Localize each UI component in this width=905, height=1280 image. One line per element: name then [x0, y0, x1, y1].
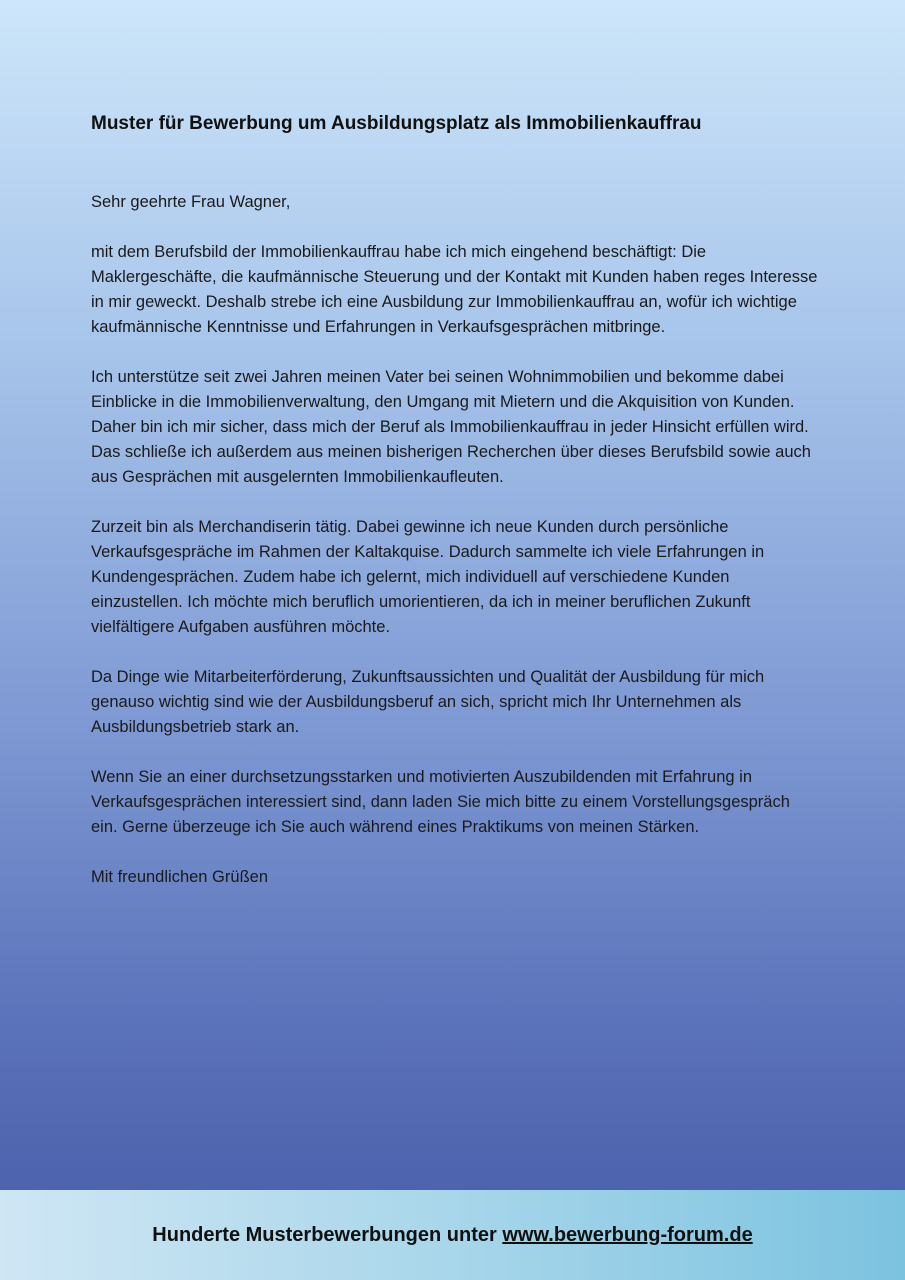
footer-website-link[interactable]: www.bewerbung-forum.de — [502, 1223, 753, 1246]
footer-banner — [0, 1190, 905, 1280]
paragraph-4: Da Dinge wie Mitarbeiterförderung, Zukunftsaussichten und Qualität der Ausbildung für mich genauso wichtig sind wie der Ausbildungsberuf an sich, spricht mich Ihr Unternehmen als Ausbildungsbetrieb stark an. — [91, 668, 765, 736]
paragraph-3: Zurzeit bin als Merchandiserin tätig. Dabei gewinne ich neue Kunden durch persönliche Verkaufsgespräche im Rahmen der Kaltakquise. Dadurch sammelte ich viele Erfahrungen in Kundengesprächen. Zudem habe ich gelernt, mich individuell auf verschiedene Kunden einzustellen. Ich möchte mich beruflich umorientieren, da ich in meiner beruflichen Zukunft vielfältigere Aufgaben ausführen möchte. — [91, 518, 765, 636]
paragraph-5: Wenn Sie an einer durchsetzungsstarken und motivierten Auszubildenden mit Erfahrung in Verkaufsgesprächen interessiert sind, dann laden Sie mich bitte zu einem Vorstellungsgespräch ein. Gerne überzeuge ich Sie auch während eines Praktikums von meinen Stärken. — [91, 768, 790, 836]
footer-prefix: Hunderte Musterbewerbungen unter — [152, 1223, 503, 1246]
document-title: Muster für Bewerbung um Ausbildungsplatz als Immobilienkauffrau — [91, 113, 702, 134]
paragraph-2: Ich unterstütze seit zwei Jahren meinen Vater bei seinen Wohnimmobilien und bekomme dabei Einblicke in die Immobilienverwaltung, den Umgang mit Mietern und die Akquisition von Kunden. Daher bin ich mir sicher, dass mich der Beruf als Immobilienkauffrau in jeder Hinsicht erfüllen wird. Das schließe ich außerdem aus meinen bisherigen Recherchen über dieses Berufsbild sowie auch aus Gesprächen mit ausgelernten Immobilienkaufleuten. — [91, 368, 811, 486]
closing: Mit freundlichen Grüßen — [91, 868, 268, 886]
letter-content — [91, 110, 821, 890]
footer-text — [152, 1224, 752, 1247]
salutation: Sehr geehrte Frau Wagner, — [91, 193, 291, 211]
paragraph-1: mit dem Berufsbild der Immobilienkauffrau habe ich mich eingehend beschäftigt: Die Maklergeschäfte, die kaufmännische Steuerung und der Kontakt mit Kunden haben reges Interesse in mir geweckt. Deshalb strebe ich eine Ausbildung zur Immobilienkauffrau an, wofür ich wichtige kaufmännische Kenntnisse und Erfahrungen in Verkaufsgesprächen mitbringe. — [91, 243, 818, 336]
